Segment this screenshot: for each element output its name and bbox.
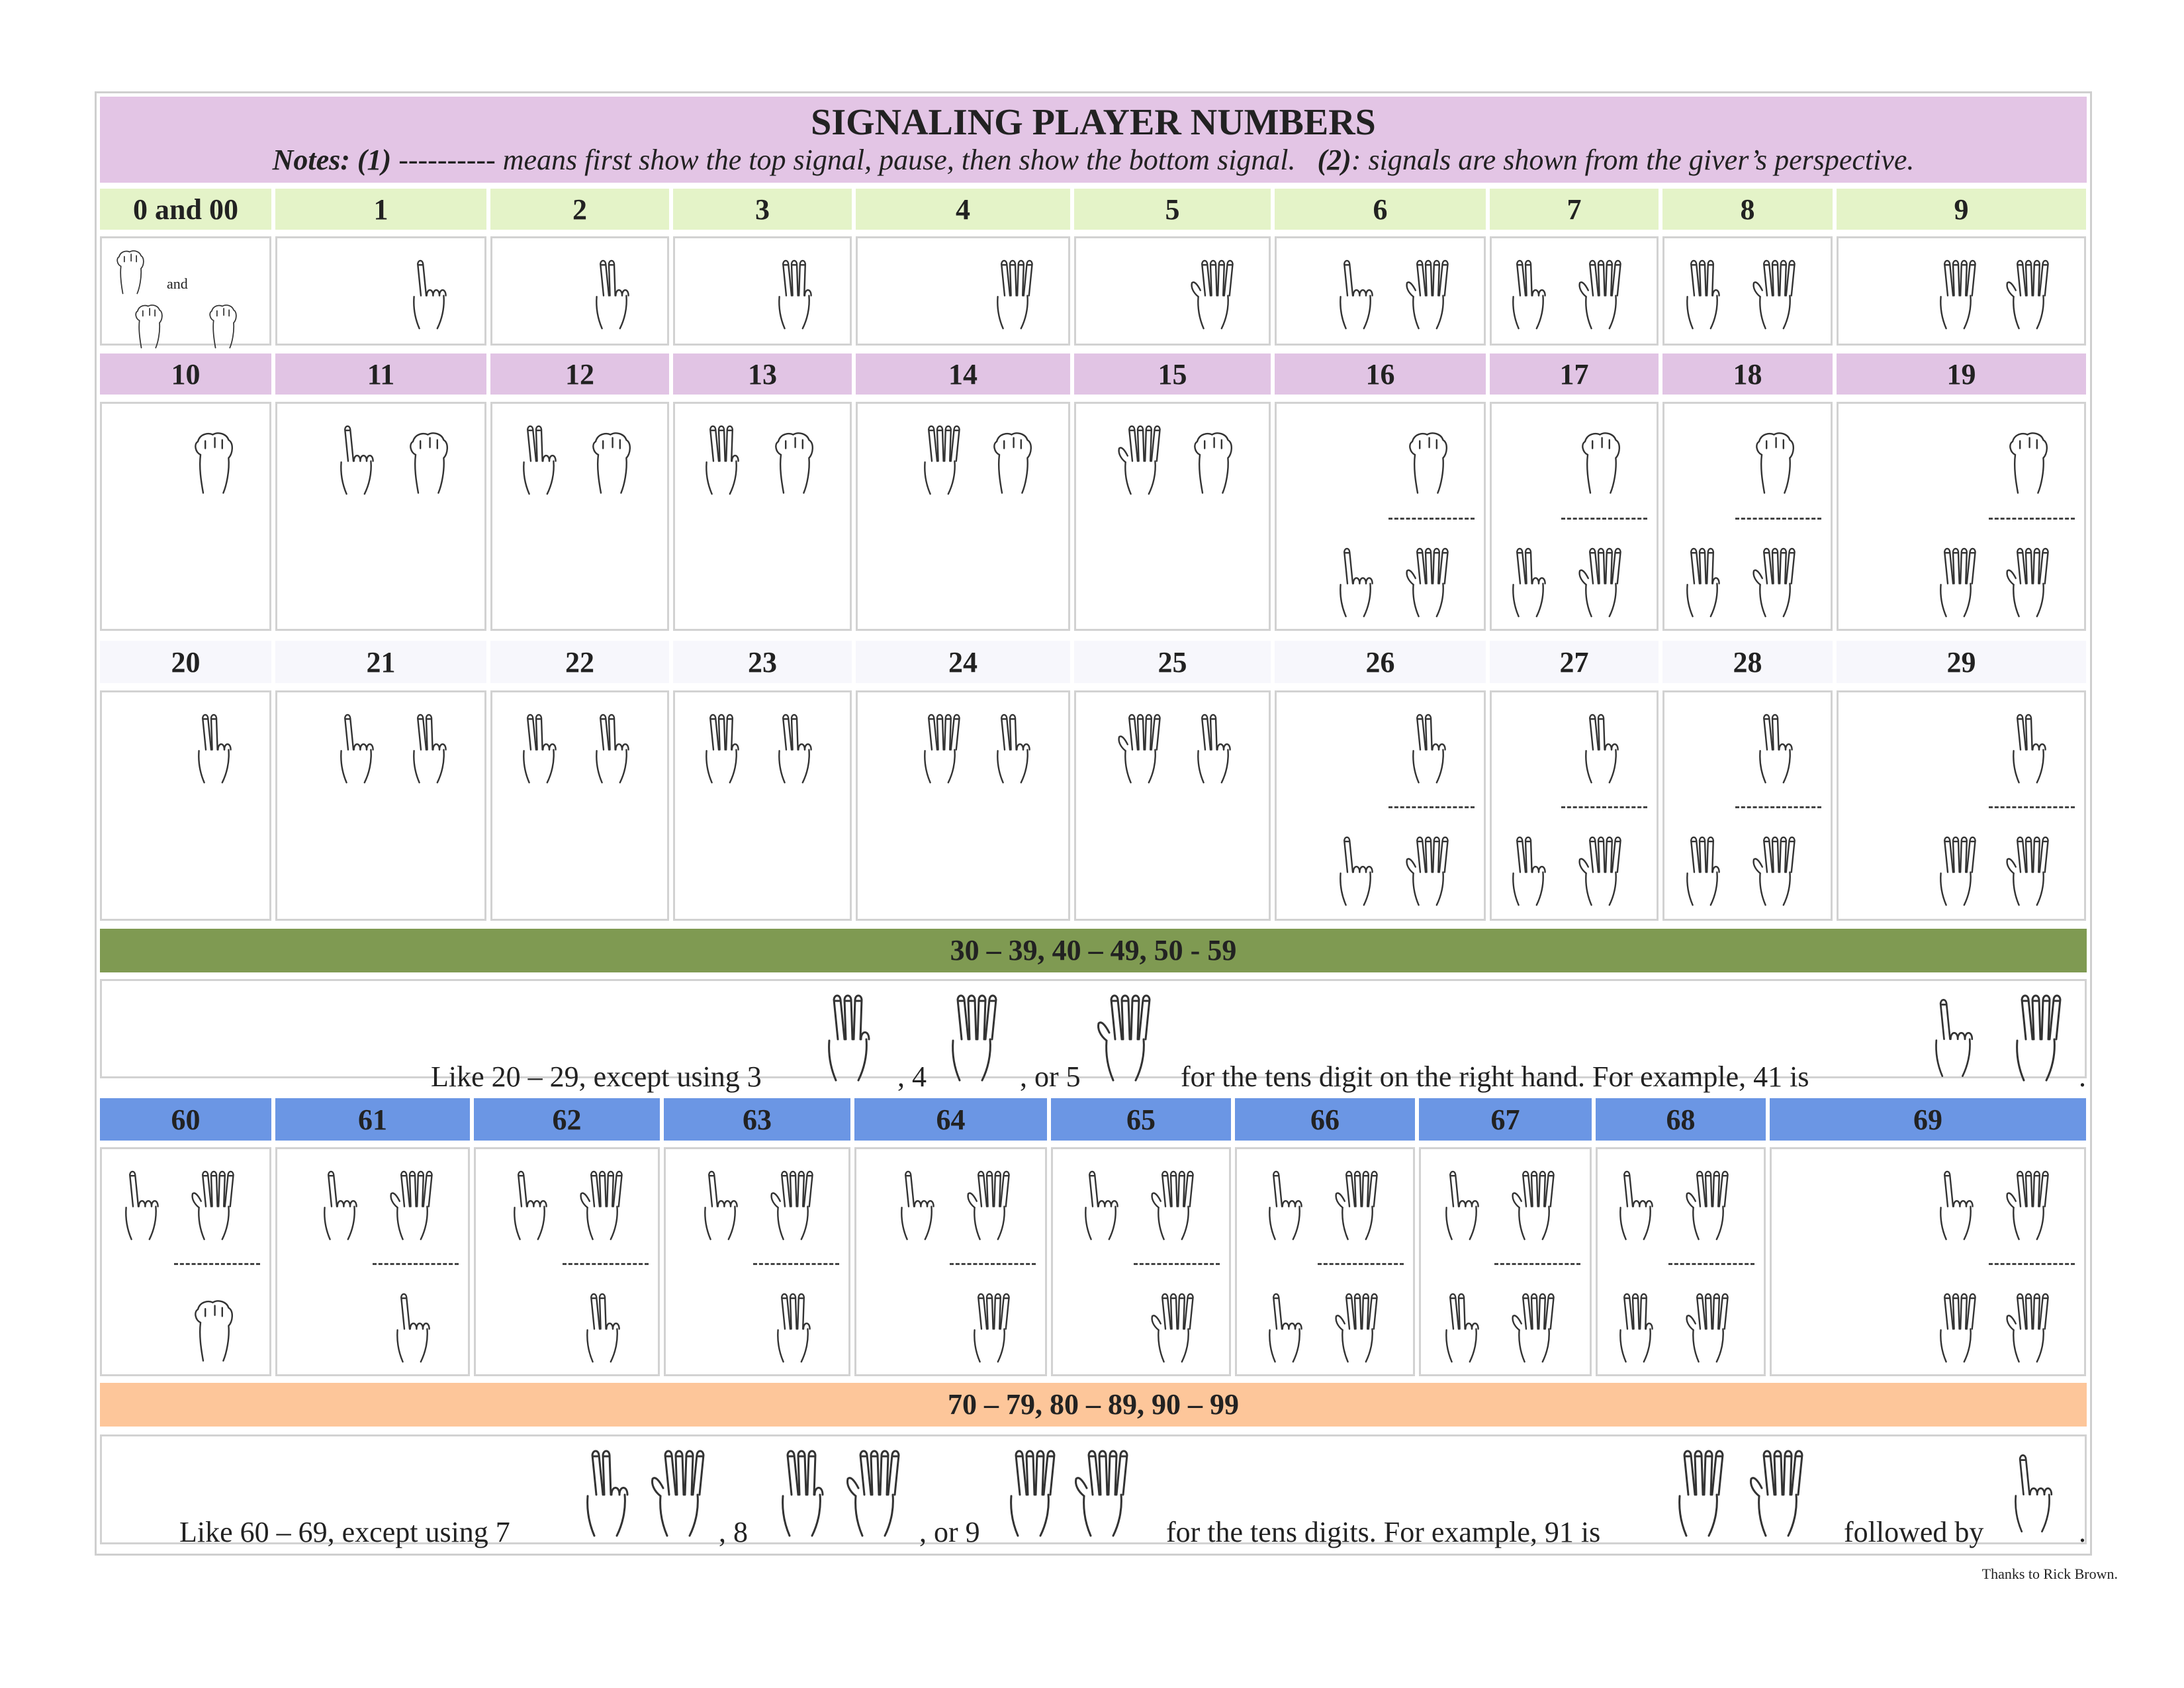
hand-signal-icon xyxy=(1114,410,1167,513)
pause-dash-line xyxy=(1989,1263,2075,1265)
row-0-9-header-0-and-00: 0 and 00 xyxy=(100,189,271,230)
hand-signal-icon xyxy=(330,410,383,513)
hand-signal-icon xyxy=(512,699,565,802)
row-20-29-cell-26 xyxy=(1275,690,1486,921)
hand-signal-icon xyxy=(1676,245,1729,348)
section-a-text-2: , 4 xyxy=(897,1060,927,1093)
hand-signal-icon xyxy=(1402,410,1455,513)
hand-signal-icon xyxy=(386,1278,439,1381)
row-20-29-cell-25 xyxy=(1074,690,1271,921)
row-0-9-cell-4 xyxy=(856,236,1070,346)
row-20-29-cell-27 xyxy=(1490,690,1659,921)
row-20-29-cell-22 xyxy=(490,690,669,921)
hand-signal-icon xyxy=(1402,821,1455,924)
fist-icon xyxy=(127,298,171,354)
pause-dash-line xyxy=(1989,806,2075,808)
five-fingers-icon xyxy=(1745,1444,1811,1546)
hand-signal-icon xyxy=(512,410,565,513)
hand-signal-icon xyxy=(1749,410,1801,513)
hand-signal-icon xyxy=(2002,533,2055,635)
row-0-9-header-6: 6 xyxy=(1275,189,1486,230)
hand-signal-icon xyxy=(1574,410,1627,513)
hand-signal-icon xyxy=(1114,699,1167,802)
row-60-69-header-69: 69 xyxy=(1770,1098,2086,1141)
row-0-9-header-4: 4 xyxy=(856,189,1070,230)
row-60-69-cell-63 xyxy=(664,1147,850,1376)
row-20-29-cell-29 xyxy=(1837,690,2086,921)
row-0-9-cell-8 xyxy=(1662,236,1833,346)
section-b-text-3: , or 9 xyxy=(919,1516,980,1548)
hand-signal-icon xyxy=(1258,1156,1311,1258)
notes-line xyxy=(100,143,2087,177)
section-b-text-1: Like 60 – 69, except using 7 xyxy=(179,1516,510,1548)
pause-dash-line xyxy=(1494,1263,1580,1265)
section-a-text-1: Like 20 – 29, except using 3 xyxy=(431,1060,762,1093)
pause-dash-line xyxy=(174,1263,260,1265)
pause-dash-line xyxy=(563,1263,649,1265)
hand-signal-icon xyxy=(1676,821,1729,924)
pause-dash-line xyxy=(753,1263,839,1265)
row-60-69-header-66: 66 xyxy=(1235,1098,1415,1141)
hand-signal-icon xyxy=(1435,1278,1488,1381)
row-60-69-header-61: 61 xyxy=(275,1098,470,1141)
hand-signal-icon xyxy=(1676,533,1729,635)
hand-signal-icon xyxy=(1147,1278,1200,1381)
hand-signal-icon xyxy=(2002,699,2055,802)
hand-signal-icon xyxy=(1187,699,1240,802)
hand-signal-icon xyxy=(2002,410,2055,513)
section-b-text-6: . xyxy=(2079,1516,2086,1548)
hand-signal-icon xyxy=(695,699,748,802)
row-60-69-header-62: 62 xyxy=(474,1098,660,1141)
row-10-19-cell-16 xyxy=(1275,402,1486,631)
hand-signal-icon xyxy=(1574,533,1627,635)
hand-signal-icon xyxy=(913,410,966,513)
one-finger-icon xyxy=(2003,1444,2062,1546)
section-70-99-header: 70 – 79, 80 – 89, 90 – 99 xyxy=(100,1383,2087,1427)
hand-signal-icon xyxy=(576,1278,629,1381)
hand-signal-icon xyxy=(1147,1156,1200,1258)
hand-signal-icon xyxy=(503,1156,556,1258)
row-60-69-header-63: 63 xyxy=(664,1098,850,1141)
hand-signal-icon xyxy=(1929,1156,1982,1258)
hand-signal-icon xyxy=(1609,1156,1662,1258)
row-0-9-cell-2 xyxy=(490,236,669,346)
row-60-69-cell-67 xyxy=(1419,1147,1592,1376)
row-0-9-header-9: 9 xyxy=(1837,189,2086,230)
row-0-9-header-5: 5 xyxy=(1074,189,1271,230)
note-1-text: ---------- means first show the top signal, pause, then show the bottom signal. xyxy=(391,144,1296,176)
row-20-29-cell-20 xyxy=(100,690,271,921)
section-a-text-5: . xyxy=(2079,1060,2086,1093)
hand-signal-icon xyxy=(386,1156,439,1258)
pause-dash-line xyxy=(950,1263,1036,1265)
signal-chart xyxy=(95,91,2092,1556)
pause-dash-line xyxy=(373,1263,459,1265)
five-fingers-icon xyxy=(646,1444,712,1546)
hand-signal-icon xyxy=(1609,1278,1662,1381)
hand-signal-icon xyxy=(1329,533,1382,635)
row-60-69-cell-66 xyxy=(1235,1147,1415,1376)
hand-signal-icon xyxy=(1682,1156,1735,1258)
notes-label: Notes: xyxy=(272,144,350,176)
note-1-marker: (1) xyxy=(357,144,392,176)
row-20-29-header-27: 27 xyxy=(1490,641,1659,683)
hand-signal-icon xyxy=(1187,410,1240,513)
four-fingers-icon xyxy=(1665,1444,1731,1546)
hand-signal-icon xyxy=(1074,1156,1127,1258)
hand-signal-icon xyxy=(1749,533,1801,635)
pause-dash-line xyxy=(1735,806,1821,808)
section-b-text-5: followed by xyxy=(1844,1516,1984,1548)
hand-signal-icon xyxy=(1502,821,1555,924)
row-10-19-header-12: 12 xyxy=(490,353,669,395)
hand-signal-icon xyxy=(986,245,1039,348)
row-10-19-header-11: 11 xyxy=(275,353,486,395)
row-10-19-header-19: 19 xyxy=(1837,353,2086,395)
hand-signal-icon xyxy=(313,1156,366,1258)
five-fingers-icon xyxy=(1069,1444,1136,1546)
fist-icon xyxy=(109,244,152,300)
note-2-marker: (2) xyxy=(1317,144,1351,176)
hand-signal-icon xyxy=(768,699,821,802)
hand-signal-icon xyxy=(2002,245,2055,348)
pause-dash-line xyxy=(1561,518,1647,520)
row-20-29-header-25: 25 xyxy=(1074,641,1271,683)
hand-signal-icon xyxy=(2002,821,2055,924)
hand-signal-icon xyxy=(187,410,240,513)
row-60-69-cell-65 xyxy=(1051,1147,1231,1376)
and-label: and xyxy=(167,275,188,292)
row-20-29-cell-21 xyxy=(275,690,486,921)
pause-dash-line xyxy=(1318,1263,1404,1265)
row-10-19-cell-12 xyxy=(490,402,669,631)
hand-signal-icon xyxy=(1929,245,1982,348)
hand-signal-icon xyxy=(1329,821,1382,924)
hand-signal-icon xyxy=(1331,1156,1384,1258)
row-60-69-cell-60 xyxy=(100,1147,271,1376)
section-b-text-4: for the tens digits. For example, 91 is xyxy=(1166,1516,1601,1548)
row-0-9-cell-6 xyxy=(1275,236,1486,346)
pause-dash-line xyxy=(1735,518,1821,520)
page-title: SIGNALING PLAYER NUMBERS xyxy=(811,102,1376,143)
hand-signal-icon xyxy=(768,245,821,348)
row-10-19-header-13: 13 xyxy=(673,353,852,395)
row-60-69-header-67: 67 xyxy=(1419,1098,1592,1141)
row-60-69-header-64: 64 xyxy=(854,1098,1047,1141)
row-60-69-header-65: 65 xyxy=(1051,1098,1231,1141)
pause-dash-line xyxy=(1388,518,1475,520)
row-60-69-cell-68 xyxy=(1596,1147,1766,1376)
hand-signal-icon xyxy=(585,699,638,802)
row-20-29-header-29: 29 xyxy=(1837,641,2086,683)
hand-signal-icon xyxy=(1508,1278,1561,1381)
row-10-19-cell-19 xyxy=(1837,402,2086,631)
hand-signal-icon xyxy=(1258,1278,1311,1381)
hand-signal-icon xyxy=(402,245,455,348)
hand-signal-icon xyxy=(986,699,1039,802)
row-0-9-header-8: 8 xyxy=(1662,189,1833,230)
hand-signal-icon xyxy=(986,410,1039,513)
row-20-29-header-24: 24 xyxy=(856,641,1070,683)
fist-icon xyxy=(201,298,245,354)
row-10-19-cell-10 xyxy=(100,402,271,631)
hand-signal-icon xyxy=(1329,245,1382,348)
row-20-29-header-22: 22 xyxy=(490,641,669,683)
hand-signal-icon xyxy=(187,1156,240,1258)
three-fingers-icon xyxy=(768,1444,835,1546)
pause-dash-line xyxy=(1561,806,1647,808)
one-finger-icon xyxy=(1923,988,1983,1091)
row-0-9-header-7: 7 xyxy=(1490,189,1659,230)
hand-signal-icon xyxy=(890,1156,943,1258)
hand-signal-icon xyxy=(1187,245,1240,348)
row-10-19-cell-15 xyxy=(1074,402,1271,631)
pause-dash-line xyxy=(1989,518,2075,520)
row-10-19-cell-13 xyxy=(673,402,852,631)
row-20-29-header-26: 26 xyxy=(1275,641,1486,683)
hand-signal-icon xyxy=(766,1156,819,1258)
hand-signal-icon xyxy=(1682,1278,1735,1381)
row-20-29-cell-24 xyxy=(856,690,1070,921)
hand-signal-icon xyxy=(1574,821,1627,924)
hand-signal-icon xyxy=(1749,699,1801,802)
row-20-29-cell-23 xyxy=(673,690,852,921)
hand-signal-icon xyxy=(1508,1156,1561,1258)
hand-signal-icon xyxy=(913,699,966,802)
hand-signal-icon xyxy=(2002,1156,2055,1258)
row-10-19-cell-18 xyxy=(1662,402,1833,631)
hand-signal-icon xyxy=(187,699,240,802)
row-10-19-cell-17 xyxy=(1490,402,1659,631)
row-0-9-cell-9 xyxy=(1837,236,2086,346)
title-band xyxy=(100,97,2087,183)
two-fingers-icon xyxy=(573,1444,639,1546)
row-0-9-cell-5 xyxy=(1074,236,1271,346)
hand-signal-icon xyxy=(1574,699,1627,802)
hand-signal-icon xyxy=(1574,245,1627,348)
hand-signal-icon xyxy=(1929,1278,1982,1381)
five-fingers-icon xyxy=(1092,988,1158,1091)
row-10-19-cell-14 xyxy=(856,402,1070,631)
row-0-9-header-1: 1 xyxy=(275,189,486,230)
row-60-69-cell-62 xyxy=(474,1147,660,1376)
four-fingers-icon xyxy=(997,1444,1063,1546)
row-20-29-header-20: 20 xyxy=(100,641,271,683)
row-10-19-header-15: 15 xyxy=(1074,353,1271,395)
hand-signal-icon xyxy=(1402,699,1455,802)
pause-dash-line xyxy=(1668,1263,1754,1265)
note-2-text: : signals are shown from the giver’s perspective. xyxy=(1351,144,1915,176)
row-10-19-header-10: 10 xyxy=(100,353,271,395)
row-10-19-cell-11 xyxy=(275,402,486,631)
hand-signal-icon xyxy=(585,245,638,348)
row-10-19-header-17: 17 xyxy=(1490,353,1659,395)
hand-signal-icon xyxy=(1749,821,1801,924)
row-60-69-header-68: 68 xyxy=(1596,1098,1766,1141)
hand-signal-icon xyxy=(963,1156,1016,1258)
hand-signal-icon xyxy=(114,1156,167,1258)
row-60-69-cell-69 xyxy=(1770,1147,2086,1376)
hand-signal-icon xyxy=(1402,245,1455,348)
row-60-69-header-60: 60 xyxy=(100,1098,271,1141)
hand-signal-icon xyxy=(766,1278,819,1381)
row-20-29-header-23: 23 xyxy=(673,641,852,683)
five-fingers-icon xyxy=(841,1444,907,1546)
row-0-9-header-2: 2 xyxy=(490,189,669,230)
row-0-9-cell-3 xyxy=(673,236,852,346)
hand-signal-icon xyxy=(694,1156,747,1258)
pause-dash-line xyxy=(1388,806,1475,808)
row-60-69-cell-64 xyxy=(854,1147,1047,1376)
hand-signal-icon xyxy=(695,410,748,513)
row-10-19-header-14: 14 xyxy=(856,353,1070,395)
hand-signal-icon xyxy=(768,410,821,513)
section-30-59-header: 30 – 39, 40 – 49, 50 - 59 xyxy=(100,929,2087,972)
hand-signal-icon xyxy=(1929,821,1982,924)
section-a-text-4: for the tens digit on the right hand. For example, 41 is xyxy=(1181,1060,1809,1093)
hand-signal-icon xyxy=(402,410,455,513)
hand-signal-icon xyxy=(1502,533,1555,635)
hand-signal-icon xyxy=(1502,245,1555,348)
row-0-9-cell-1 xyxy=(275,236,486,346)
hand-signal-icon xyxy=(576,1156,629,1258)
hand-signal-icon xyxy=(1929,533,1982,635)
three-fingers-icon xyxy=(815,988,881,1091)
hand-signal-icon xyxy=(1331,1278,1384,1381)
hand-signal-icon xyxy=(1435,1156,1488,1258)
hand-signal-icon xyxy=(963,1278,1016,1381)
hand-signal-icon xyxy=(2002,1278,2055,1381)
credit-line: Thanks to Rick Brown. xyxy=(1981,1566,2118,1582)
row-20-29-cell-28 xyxy=(1662,690,1833,921)
row-60-69-cell-61 xyxy=(275,1147,470,1376)
pause-dash-line xyxy=(1134,1263,1220,1265)
four-fingers-icon xyxy=(2003,988,2069,1091)
row-10-19-header-16: 16 xyxy=(1275,353,1486,395)
row-10-19-header-18: 18 xyxy=(1662,353,1833,395)
row-0-9-cell-0-and-00 xyxy=(100,236,271,346)
hand-signal-icon xyxy=(330,699,383,802)
hand-signal-icon xyxy=(1402,533,1455,635)
row-20-29-header-21: 21 xyxy=(275,641,486,683)
hand-signal-icon xyxy=(1749,245,1801,348)
row-0-9-header-3: 3 xyxy=(673,189,852,230)
hand-signal-icon xyxy=(402,699,455,802)
row-0-9-cell-7 xyxy=(1490,236,1659,346)
four-fingers-icon xyxy=(938,988,1005,1091)
section-a-text-3: , or 5 xyxy=(1020,1060,1081,1093)
section-b-text-2: , 8 xyxy=(719,1516,748,1548)
hand-signal-icon xyxy=(187,1278,240,1381)
hand-signal-icon xyxy=(585,410,638,513)
row-20-29-header-28: 28 xyxy=(1662,641,1833,683)
